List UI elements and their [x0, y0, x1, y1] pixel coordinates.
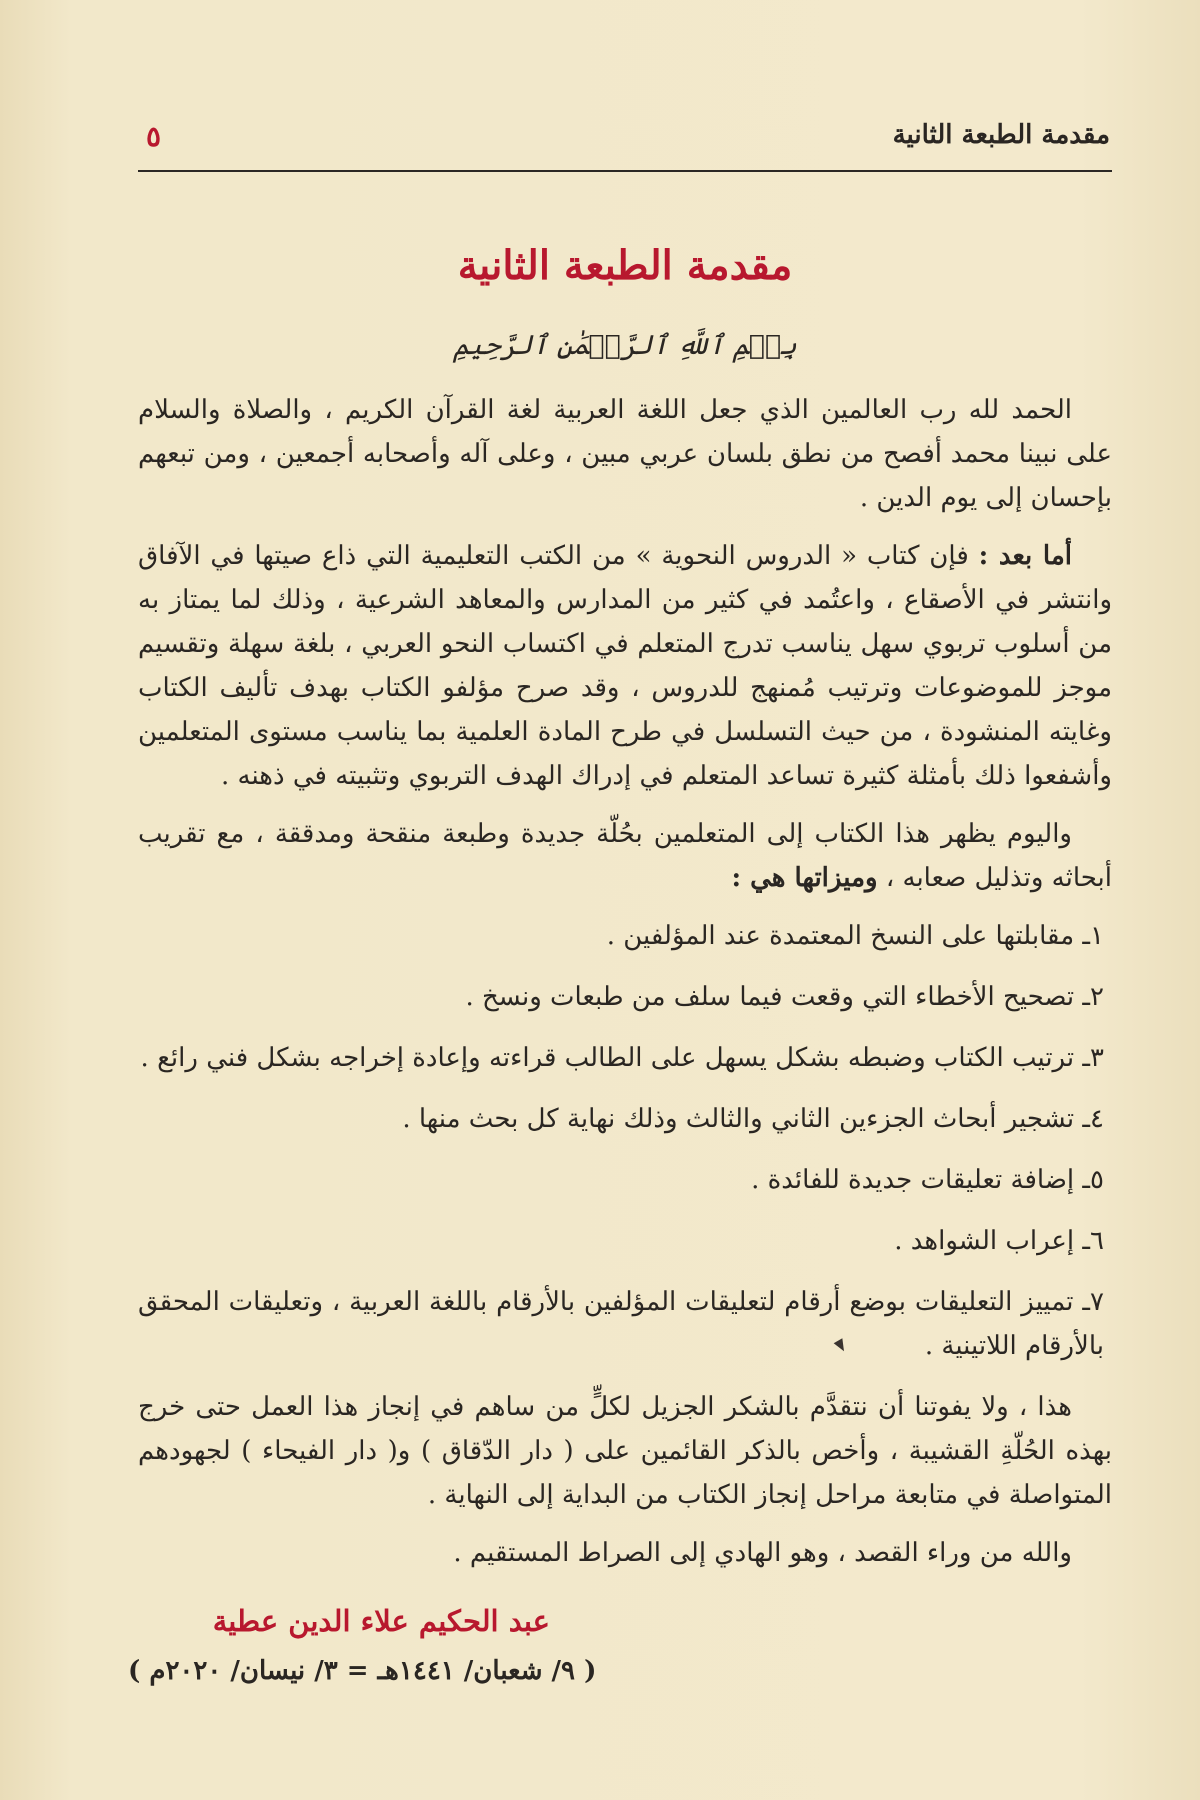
list-item: ٣ـ ترتيب الكتاب وضبطه بشكل يسهل على الطالب قراءته وإعادة إخراجه بشكل فني رائع . [140, 1043, 1104, 1073]
features-list [138, 914, 1112, 1368]
paragraph-introduction [138, 534, 1112, 798]
paragraph-thanks: هذا ، ولا يفوتنا أن نتقدَّم بالشكر الجزيل لكلٍّ من ساهم في إنجاز هذا العمل حتى خرج بهذه الحُلّةِ القشيبة ، وأخص بالذكر القائمين على ( دار الدّقاق ) و( دار الفيحاء ) لجهودهم المتواصلة في متابعة مراحل إنجاز الكتاب من البداية إلى النهاية . [138, 1392, 1112, 1510]
list-item: ١ـ مقابلتها على النسخ المعتمدة عند المؤلفين . [606, 921, 1104, 951]
paragraph-new-edition [138, 812, 1112, 900]
paragraph-introduction-text: فإن كتاب « الدروس النحوية » من الكتب التعليمية التي ذاع صيتها في الآفاق وانتشر في الأصقاع ، واعتُمد في كثير من المدارس والمعاهد الشرعية ، وذلك لما يمتاز به من أسلوب تربوي سهل يناسب تدرج المتعلم في اكتساب النحو العربي ، بلغة سهلة وتقسيم موجز للموضوعات وترتيب مُمنهج للدروس ، وقد صرح مؤلفو الكتاب بهدف تأليف الكتاب وغايته المنشودة ، من حيث التسلسل في طرح المادة العلمية بما يناسب مستوى المتعلمين وأشفعوا ذلك بأمثلة كثيرة تساعد المتعلم في إدراك الهدف التربوي وتثبيته في ذهنه . [138, 541, 1112, 791]
paragraph-praise: الحمد لله رب العالمين الذي جعل اللغة العربية لغة القرآن الكريم ، والصلاة والسلام على نبينا محمد أفصح من نطق بلسان عربي مبين ، وعلى آله وأصحابه أجمعين ، ومن تبعهم بإحسان إلى يوم الدين . [138, 395, 1112, 513]
paragraph-closing: والله من وراء القصد ، وهو الهادي إلى الصراط المستقيم . [453, 1538, 1072, 1568]
list-item: ٢ـ تصحيح الأخطاء التي وقعت فيما سلف من طبعات ونسخ . [465, 982, 1104, 1012]
page-number: ٥ [146, 120, 162, 153]
list-item: ٤ـ تشجير أبحاث الجزءين الثاني والثالث وذلك نهاية كل بحث منها . [402, 1104, 1104, 1134]
running-title: مقدمة الطبعة الثانية [892, 120, 1110, 150]
paragraph-lead: أما بعد : [978, 541, 1073, 571]
list-item: ٧ـ تمييز التعليقات بوضع أرقام لتعليقات المؤلفين بالأرقام باللغة العربية ، وتعليقات المحقق بالأرقام اللاتينية . [138, 1287, 1104, 1361]
page-title: مقدمة الطبعة الثانية [457, 242, 793, 289]
list-item: ٥ـ إضافة تعليقات جديدة للفائدة . [751, 1165, 1104, 1195]
basmala: بِسۡمِ ٱللَّهِ ٱلرَّحۡمَٰنِ ٱلرَّحِيمِ [453, 330, 797, 361]
list-item: ٦ـ إعراب الشواهد . [894, 1226, 1104, 1256]
date-line: ( ٩/ شعبان/ ١٤٤١هـ = ٣/ نيسان/ ٢٠٢٠م ) [128, 1656, 597, 1686]
paragraph-new-edition-text: واليوم يظهر هذا الكتاب إلى المتعلمين بحُلّة جديدة وطبعة منقحة ومدققة ، مع تقريب أبحاثه وتذليل صعابه ، [138, 819, 1112, 893]
body-text [138, 388, 1112, 1589]
author-signature: عبد الحكيم علاء الدين عطية [212, 1604, 550, 1638]
features-lead: وميزاتها هي : [731, 863, 878, 893]
running-header [138, 112, 1112, 172]
